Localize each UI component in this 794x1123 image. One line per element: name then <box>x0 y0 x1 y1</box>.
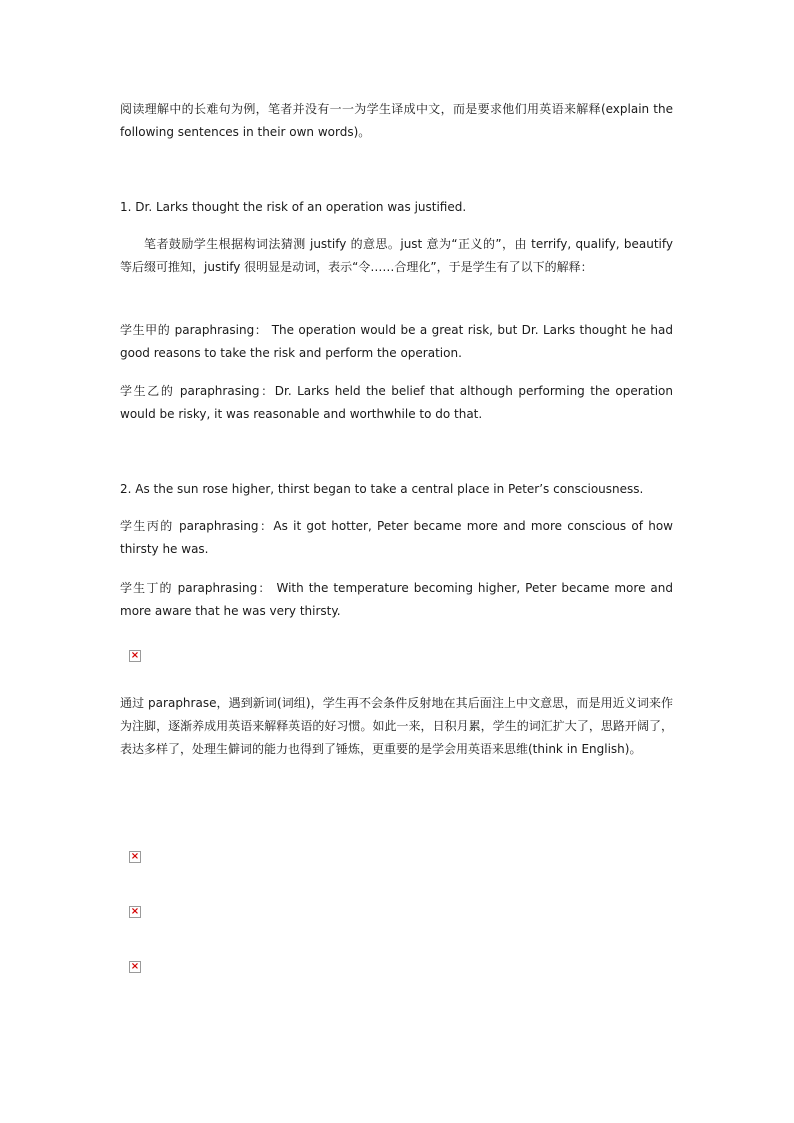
broken-image-icon: × <box>130 961 140 972</box>
example-1-explanation: 笔者鼓励学生根据构词法猜测 justify 的意思。just 意为“正义的”，由 terrify, qualify, beautify 等后缀可推知，justify 很明显是动词，表示“令……合理化”，于是学生有了以下的解释： <box>120 237 673 274</box>
student-bing-paraphrase: 学生丙的 paraphrasing：As it got hotter, Peter became more and more conscious of how thirsty he was. <box>120 519 673 556</box>
conclusion-paragraph: 通过 paraphrase，遇到新词(词组)，学生再不会条件反射地在其后面注上中文意思，而是用近义词来作为注脚，逐渐养成用英语来解释英语的好习惯。如此一来，日积月累，学生的词汇扩大了，思路开阔了，表达多样了，处理生僻词的能力也得到了锤炼，更重要的是学会用英语来思维(think in English)。 <box>120 696 673 756</box>
broken-image-icon: × <box>130 650 140 661</box>
broken-image-icon: × <box>130 851 140 862</box>
student-yi-paraphrase: 学生乙的 paraphrasing：Dr. Larks held the belief that although performing the operation would be risky, it was reasonable and worthwhile to do that. <box>120 384 673 421</box>
student-ding-paraphrase: 学生丁的 paraphrasing： With the temperature becoming higher, Peter became more and more aware that he was very thirsty. <box>120 581 673 618</box>
example-1-sentence: 1. Dr. Larks thought the risk of an operation was justified. <box>120 200 467 214</box>
intro-paragraph: 阅读理解中的长难句为例，笔者并没有一一为学生译成中文，而是要求他们用英语来解释(explain the following sentences in their own words)。 <box>120 102 673 139</box>
example-2-sentence: 2. As the sun rose higher, thirst began to take a central place in Peter’s consciousness. <box>120 482 644 496</box>
student-jia-paraphrase: 学生甲的 paraphrasing： The operation would be a great risk, but Dr. Larks thought he had good reasons to take the risk and perform the operation. <box>120 323 673 360</box>
broken-image-icon: × <box>130 906 140 917</box>
